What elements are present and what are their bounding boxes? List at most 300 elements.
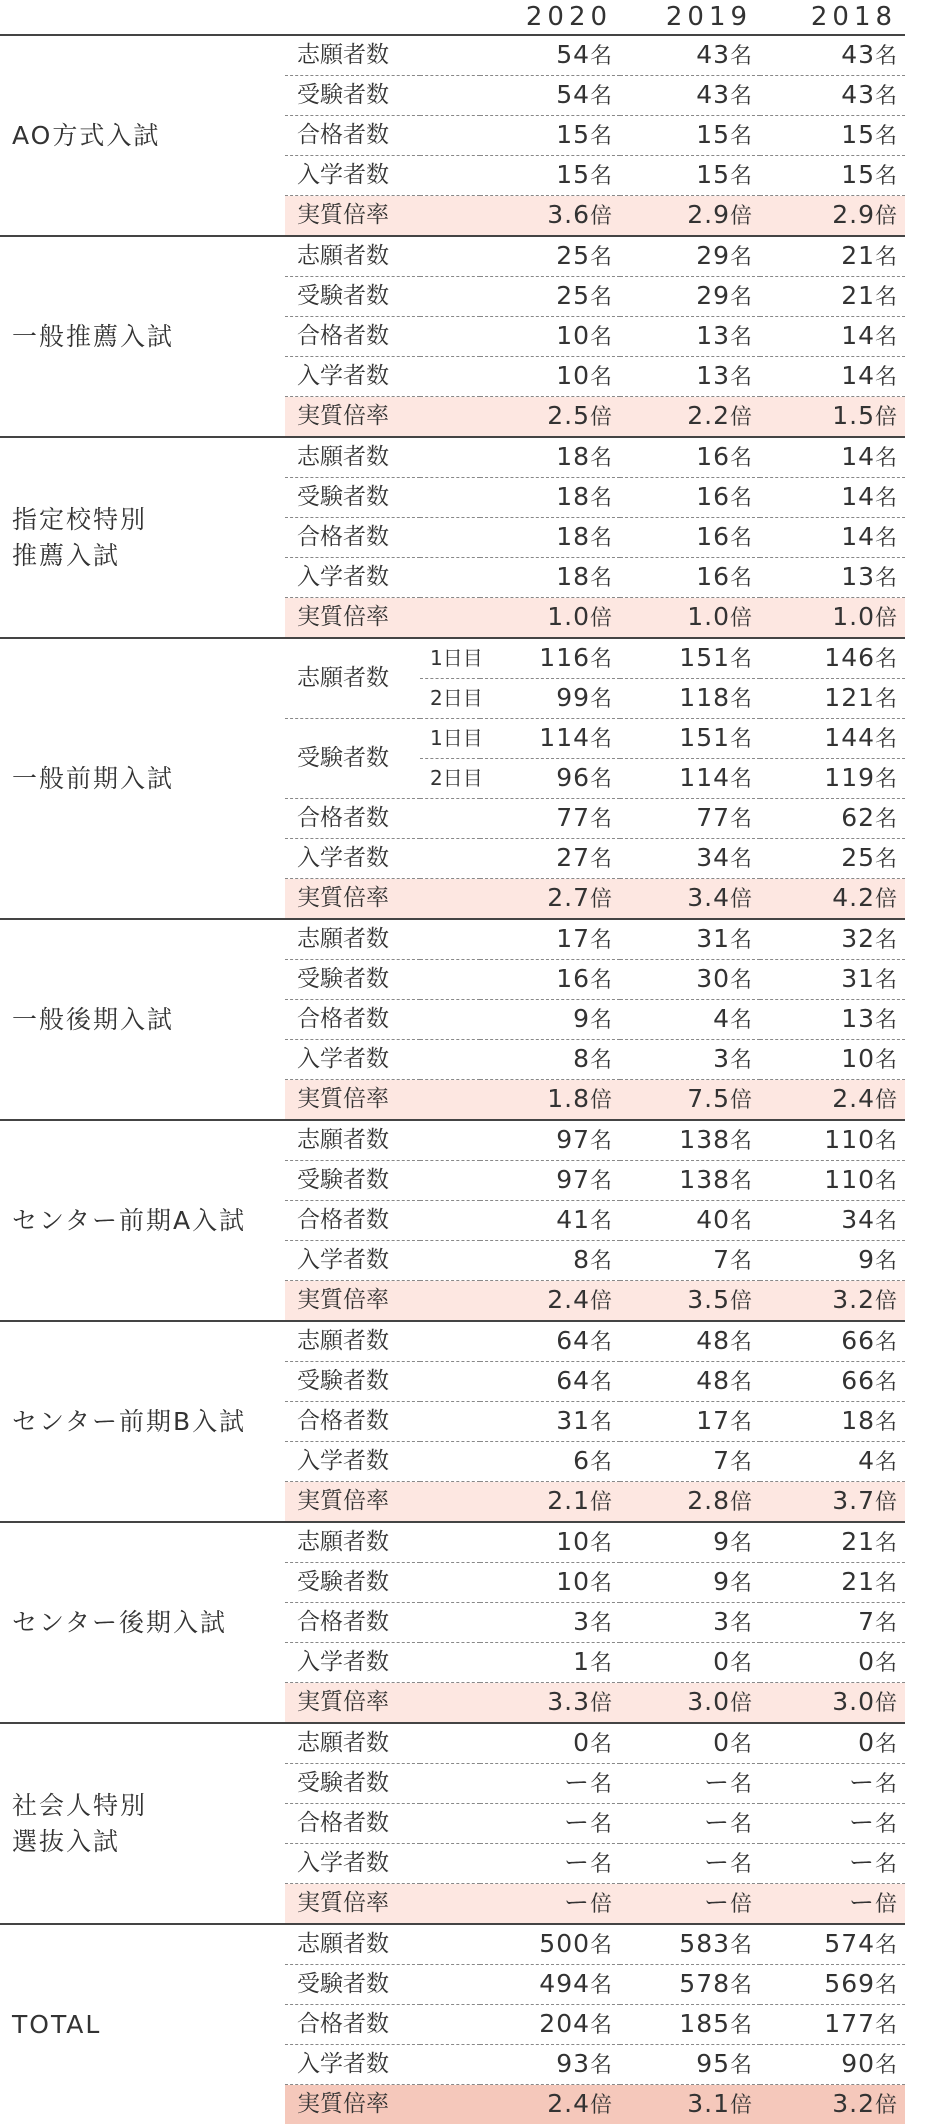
value-cell xyxy=(620,518,760,558)
value-number: 3.0 xyxy=(832,1687,875,1716)
value-number: 21 xyxy=(841,241,875,270)
table-row xyxy=(0,919,905,960)
value-cell xyxy=(760,1281,905,1322)
value-number: ー xyxy=(704,1768,730,1797)
value-unit: 名 xyxy=(590,1249,612,1274)
value-cell xyxy=(480,1522,620,1563)
value-unit: 名 xyxy=(730,84,752,109)
value-cell xyxy=(620,2045,760,2085)
metric-label: 志願者数 xyxy=(285,1522,480,1563)
value-number: 10 xyxy=(556,1527,590,1556)
table-row xyxy=(0,1723,905,1764)
value-cell xyxy=(620,277,760,317)
value-number: 6 xyxy=(573,1446,590,1475)
value-unit: 名 xyxy=(590,1129,612,1154)
value-unit: 名 xyxy=(875,526,897,551)
category-label-line: センター後期入試 xyxy=(12,1608,227,1637)
value-number: 21 xyxy=(841,1567,875,1596)
value-number: 15 xyxy=(841,160,875,189)
category-label-line: TOTAL xyxy=(12,2010,101,2039)
metric-label: 入学者数 xyxy=(285,156,480,196)
value-number: 10 xyxy=(556,1567,590,1596)
value-number: 30 xyxy=(696,964,730,993)
value-cell xyxy=(760,1402,905,1442)
category-label-line: センター前期A入試 xyxy=(12,1206,246,1235)
value-cell xyxy=(620,919,760,960)
value-unit: 倍 xyxy=(875,1892,897,1917)
value-unit: 倍 xyxy=(875,606,897,631)
value-unit: 名 xyxy=(875,647,897,672)
value-unit: 名 xyxy=(590,245,612,270)
value-unit: 名 xyxy=(730,245,752,270)
value-number: 2.4 xyxy=(547,2089,590,2118)
value-number: 3.2 xyxy=(832,2089,875,2118)
value-number: 95 xyxy=(696,2049,730,2078)
value-number: 7 xyxy=(713,1245,730,1274)
value-cell xyxy=(480,1764,620,1804)
value-cell xyxy=(480,397,620,438)
value-unit: 名 xyxy=(875,1209,897,1234)
category-label-line: 推薦入試 xyxy=(12,541,120,570)
value-cell xyxy=(620,1161,760,1201)
table-row xyxy=(0,638,905,679)
value-cell xyxy=(760,277,905,317)
value-unit: 名 xyxy=(875,1651,897,1676)
metric-label: 志願者数 xyxy=(285,236,480,277)
value-cell xyxy=(760,1563,905,1603)
value-cell xyxy=(480,719,620,759)
value-cell xyxy=(480,317,620,357)
category-label xyxy=(0,35,285,236)
value-number: 97 xyxy=(556,1165,590,1194)
value-number: 34 xyxy=(841,1205,875,1234)
value-number: 2.8 xyxy=(687,1486,730,1515)
value-number: 3.3 xyxy=(547,1687,590,1716)
table-row xyxy=(0,35,905,76)
table-row xyxy=(0,236,905,277)
category-label xyxy=(0,1321,285,1522)
value-cell xyxy=(480,1321,620,1362)
category-label xyxy=(0,919,285,1120)
category-label-line: 一般推薦入試 xyxy=(12,322,174,351)
value-cell xyxy=(760,478,905,518)
value-unit: 倍 xyxy=(730,1088,752,1113)
value-unit: 名 xyxy=(875,1169,897,1194)
value-cell xyxy=(480,357,620,397)
value-unit: 名 xyxy=(590,325,612,350)
value-number: ー xyxy=(704,1808,730,1837)
category-label xyxy=(0,638,285,919)
value-cell xyxy=(480,236,620,277)
value-unit: 名 xyxy=(875,1611,897,1636)
day-label: 2日目 xyxy=(420,759,480,799)
value-cell xyxy=(760,397,905,438)
value-number: ー xyxy=(704,1848,730,1877)
value-unit: 倍 xyxy=(730,1490,752,1515)
value-cell xyxy=(480,1884,620,1925)
value-unit: 名 xyxy=(730,1852,752,1877)
metric-label: 入学者数 xyxy=(285,2045,480,2085)
value-number: 77 xyxy=(556,803,590,832)
metric-label: 合格者数 xyxy=(285,2005,480,2045)
category-label-line: 一般前期入試 xyxy=(12,764,174,793)
value-unit: 名 xyxy=(590,2053,612,2078)
value-cell xyxy=(760,638,905,679)
value-unit: 名 xyxy=(590,526,612,551)
value-cell xyxy=(760,759,905,799)
value-number: 16 xyxy=(556,964,590,993)
value-cell xyxy=(760,76,905,116)
value-unit: 名 xyxy=(590,1732,612,1757)
value-number: 9 xyxy=(713,1567,730,1596)
value-unit: 名 xyxy=(590,1450,612,1475)
value-number: 110 xyxy=(824,1165,875,1194)
value-number: 15 xyxy=(696,120,730,149)
value-number: 8 xyxy=(573,1044,590,1073)
value-cell xyxy=(620,1080,760,1121)
value-cell xyxy=(760,1321,905,1362)
value-cell xyxy=(480,839,620,879)
value-unit: 名 xyxy=(875,1370,897,1395)
metric-label: 受験者数 xyxy=(285,277,480,317)
value-number: 0 xyxy=(858,1728,875,1757)
value-unit: 名 xyxy=(730,928,752,953)
value-unit: 名 xyxy=(590,767,612,792)
value-cell xyxy=(620,1321,760,1362)
value-unit: 名 xyxy=(730,124,752,149)
value-number: 3.6 xyxy=(547,200,590,229)
value-cell xyxy=(480,196,620,237)
value-cell xyxy=(480,2085,620,2124)
value-number: ー xyxy=(849,1768,875,1797)
value-cell xyxy=(480,1844,620,1884)
value-unit: 名 xyxy=(730,1812,752,1837)
value-cell xyxy=(480,1683,620,1724)
value-unit: 名 xyxy=(730,164,752,189)
value-number: 13 xyxy=(841,562,875,591)
value-unit: 倍 xyxy=(590,405,612,430)
value-unit: 名 xyxy=(730,1531,752,1556)
value-unit: 名 xyxy=(875,44,897,69)
value-unit: 名 xyxy=(590,647,612,672)
value-unit: 名 xyxy=(875,2013,897,2038)
value-cell xyxy=(480,1924,620,1965)
value-cell xyxy=(480,1804,620,1844)
value-number: 97 xyxy=(556,1125,590,1154)
value-cell xyxy=(620,1522,760,1563)
value-unit: 名 xyxy=(590,1330,612,1355)
metric-label: 志願者数 xyxy=(285,1924,480,1965)
category-label-line: センター前期B入試 xyxy=(12,1407,246,1436)
value-cell xyxy=(480,1000,620,1040)
value-cell xyxy=(620,2005,760,2045)
value-cell xyxy=(480,2045,620,2085)
value-number: 569 xyxy=(824,1969,875,1998)
value-cell xyxy=(480,1120,620,1161)
value-number: 1.0 xyxy=(832,602,875,631)
value-cell xyxy=(620,196,760,237)
value-unit: 名 xyxy=(730,1571,752,1596)
value-number: 48 xyxy=(696,1326,730,1355)
value-unit: 倍 xyxy=(590,1088,612,1113)
value-cell xyxy=(760,1924,905,1965)
value-number: 138 xyxy=(679,1125,730,1154)
year-header-row xyxy=(0,0,905,35)
metric-label: 受験者数 xyxy=(285,478,480,518)
value-unit: 名 xyxy=(875,486,897,511)
value-unit: 倍 xyxy=(590,1892,612,1917)
value-unit: 名 xyxy=(590,446,612,471)
metric-label: 受験者数 xyxy=(285,1362,480,1402)
value-number: 93 xyxy=(556,2049,590,2078)
value-unit: 倍 xyxy=(590,204,612,229)
value-cell xyxy=(620,317,760,357)
metric-label: 実質倍率 xyxy=(285,397,480,438)
value-number: 43 xyxy=(696,80,730,109)
value-cell xyxy=(480,518,620,558)
value-number: 114 xyxy=(679,763,730,792)
value-cell xyxy=(760,2005,905,2045)
value-cell xyxy=(620,799,760,839)
value-unit: 倍 xyxy=(875,1691,897,1716)
value-cell xyxy=(620,1000,760,1040)
value-unit: 倍 xyxy=(875,405,897,430)
value-unit: 名 xyxy=(590,847,612,872)
value-unit: 名 xyxy=(590,1008,612,1033)
category-label-line: AO方式入試 xyxy=(12,121,160,150)
metric-label: 実質倍率 xyxy=(285,1482,480,1523)
value-unit: 名 xyxy=(730,1973,752,1998)
metric-label: 入学者数 xyxy=(285,1442,480,1482)
value-number: 2.4 xyxy=(547,1285,590,1314)
value-unit: 名 xyxy=(730,847,752,872)
value-number: 151 xyxy=(679,723,730,752)
value-cell xyxy=(620,236,760,277)
value-cell xyxy=(620,2085,760,2124)
value-unit: 名 xyxy=(730,1732,752,1757)
value-number: 3 xyxy=(573,1607,590,1636)
value-number: 32 xyxy=(841,924,875,953)
value-cell xyxy=(620,1844,760,1884)
value-number: 114 xyxy=(539,723,590,752)
value-unit: 名 xyxy=(590,566,612,591)
value-cell xyxy=(620,719,760,759)
value-unit: 名 xyxy=(590,1209,612,1234)
metric-label: 志願者数 xyxy=(285,437,480,478)
value-cell xyxy=(480,1643,620,1683)
value-number: 0 xyxy=(713,1728,730,1757)
category-label xyxy=(0,437,285,638)
value-unit: 名 xyxy=(875,1933,897,1958)
value-cell xyxy=(760,879,905,920)
value-unit: 名 xyxy=(730,1249,752,1274)
value-cell xyxy=(620,1442,760,1482)
value-unit: 名 xyxy=(590,807,612,832)
value-unit: 名 xyxy=(875,1571,897,1596)
value-cell xyxy=(480,76,620,116)
value-cell xyxy=(760,317,905,357)
value-unit: 名 xyxy=(875,807,897,832)
value-unit: 名 xyxy=(875,285,897,310)
value-cell xyxy=(620,357,760,397)
metric-label: 実質倍率 xyxy=(285,196,480,237)
value-number: 2.1 xyxy=(547,1486,590,1515)
value-number: 118 xyxy=(679,683,730,712)
value-unit: 名 xyxy=(730,1933,752,1958)
metric-label: 入学者数 xyxy=(285,357,480,397)
value-number: 25 xyxy=(841,843,875,872)
value-cell xyxy=(480,1040,620,1080)
value-number: 4 xyxy=(858,1446,875,1475)
value-number: 146 xyxy=(824,643,875,672)
value-number: 41 xyxy=(556,1205,590,1234)
value-unit: 名 xyxy=(875,847,897,872)
value-number: 31 xyxy=(696,924,730,953)
metric-label: 実質倍率 xyxy=(285,1080,480,1121)
value-number: 3.7 xyxy=(832,1486,875,1515)
value-cell xyxy=(760,598,905,639)
value-number: 138 xyxy=(679,1165,730,1194)
value-cell xyxy=(760,1362,905,1402)
value-number: 3 xyxy=(713,1607,730,1636)
value-cell xyxy=(480,558,620,598)
value-unit: 名 xyxy=(875,1772,897,1797)
value-number: 54 xyxy=(556,80,590,109)
value-number: 10 xyxy=(841,1044,875,1073)
value-cell xyxy=(480,1161,620,1201)
value-cell xyxy=(620,759,760,799)
value-cell xyxy=(760,1080,905,1121)
value-number: 2.2 xyxy=(687,401,730,430)
value-unit: 名 xyxy=(875,1732,897,1757)
value-number: ー xyxy=(564,1888,590,1917)
value-unit: 名 xyxy=(730,1370,752,1395)
value-cell xyxy=(480,759,620,799)
value-unit: 名 xyxy=(875,1973,897,1998)
value-cell xyxy=(480,799,620,839)
value-number: 18 xyxy=(556,522,590,551)
value-cell xyxy=(760,518,905,558)
value-cell xyxy=(620,879,760,920)
value-cell xyxy=(620,1402,760,1442)
value-number: 0 xyxy=(713,1647,730,1676)
metric-label: 受験者数 xyxy=(285,76,480,116)
metric-label: 入学者数 xyxy=(285,1241,480,1281)
value-cell xyxy=(480,1241,620,1281)
value-number: ー xyxy=(564,1768,590,1797)
value-cell xyxy=(480,1362,620,1402)
value-unit: 名 xyxy=(730,1611,752,1636)
value-cell xyxy=(760,116,905,156)
category-label xyxy=(0,1120,285,1321)
value-unit: 名 xyxy=(875,1450,897,1475)
value-number: 25 xyxy=(556,241,590,270)
value-cell xyxy=(760,799,905,839)
value-unit: 名 xyxy=(875,1249,897,1274)
year-header: 2018 xyxy=(760,0,905,35)
value-cell xyxy=(760,196,905,237)
value-unit: 倍 xyxy=(590,887,612,912)
value-number: 9 xyxy=(573,1004,590,1033)
value-number: 66 xyxy=(841,1366,875,1395)
value-number: 1.8 xyxy=(547,1084,590,1113)
value-number: 9 xyxy=(713,1527,730,1556)
value-number: 9 xyxy=(858,1245,875,1274)
table-row xyxy=(0,1924,905,1965)
value-unit: 名 xyxy=(730,1008,752,1033)
value-cell xyxy=(760,719,905,759)
value-number: 17 xyxy=(696,1406,730,1435)
value-cell xyxy=(620,35,760,76)
metric-label: 志願者数 xyxy=(285,35,480,76)
value-cell xyxy=(480,437,620,478)
value-cell xyxy=(620,1603,760,1643)
value-unit: 倍 xyxy=(730,1691,752,1716)
metric-label: 志願者数 xyxy=(285,1723,480,1764)
value-unit: 名 xyxy=(730,44,752,69)
value-number: 15 xyxy=(556,120,590,149)
value-unit: 名 xyxy=(730,1450,752,1475)
value-unit: 名 xyxy=(875,1531,897,1556)
value-cell xyxy=(760,1241,905,1281)
value-number: 29 xyxy=(696,281,730,310)
value-unit: 名 xyxy=(730,365,752,390)
table-row xyxy=(0,437,905,478)
value-cell xyxy=(480,1723,620,1764)
day-label: 1日目 xyxy=(420,638,480,679)
value-number: ー xyxy=(564,1808,590,1837)
value-unit: 名 xyxy=(875,968,897,993)
value-number: 21 xyxy=(841,1527,875,1556)
value-number: 62 xyxy=(841,803,875,832)
value-number: 66 xyxy=(841,1326,875,1355)
value-unit: 名 xyxy=(875,1410,897,1435)
value-unit: 名 xyxy=(590,687,612,712)
value-number: 15 xyxy=(841,120,875,149)
value-unit: 名 xyxy=(730,1209,752,1234)
value-unit: 名 xyxy=(730,566,752,591)
value-number: 116 xyxy=(539,643,590,672)
category-label xyxy=(0,1924,285,2124)
value-unit: 倍 xyxy=(875,204,897,229)
value-cell xyxy=(480,919,620,960)
value-number: 574 xyxy=(824,1929,875,1958)
value-cell xyxy=(620,437,760,478)
value-number: 13 xyxy=(696,321,730,350)
value-number: ー xyxy=(704,1888,730,1917)
value-number: 10 xyxy=(556,321,590,350)
value-unit: 名 xyxy=(590,1651,612,1676)
value-number: 494 xyxy=(539,1969,590,1998)
value-number: 18 xyxy=(556,562,590,591)
value-cell xyxy=(760,1482,905,1523)
value-number: 17 xyxy=(556,924,590,953)
value-cell xyxy=(620,1884,760,1925)
value-cell xyxy=(620,839,760,879)
value-cell xyxy=(760,1884,905,1925)
value-unit: 名 xyxy=(730,687,752,712)
value-unit: 名 xyxy=(875,1048,897,1073)
value-unit: 名 xyxy=(590,1048,612,1073)
metric-label: 入学者数 xyxy=(285,839,480,879)
metric-label: 入学者数 xyxy=(285,1643,480,1683)
value-unit: 名 xyxy=(590,44,612,69)
value-number: 31 xyxy=(556,1406,590,1435)
value-cell xyxy=(760,2085,905,2124)
metric-label: 入学者数 xyxy=(285,1844,480,1884)
value-unit: 名 xyxy=(730,325,752,350)
value-number: 15 xyxy=(696,160,730,189)
